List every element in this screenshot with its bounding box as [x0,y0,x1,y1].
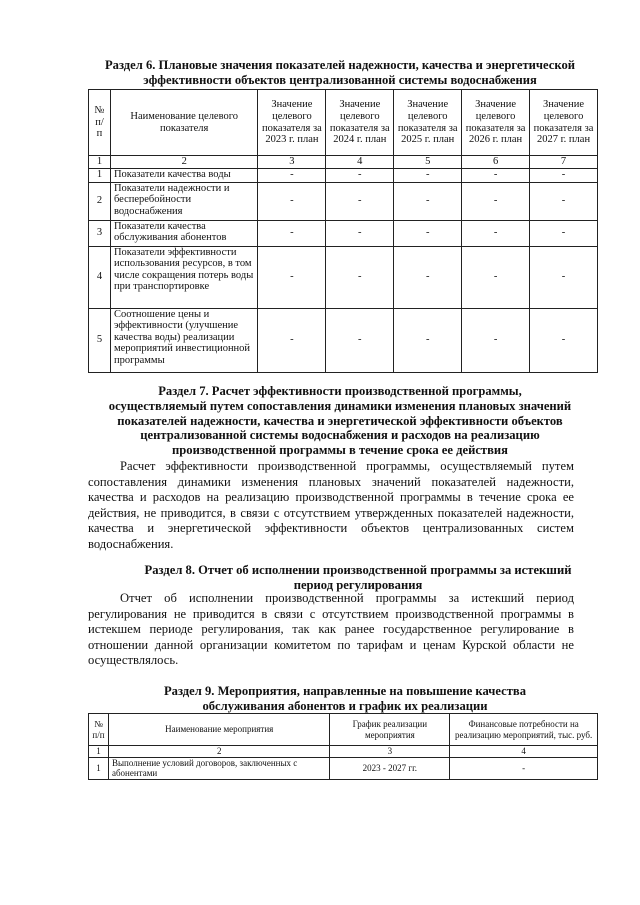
row-name: Показатели надежности и бесперебойности водоснабжения [110,182,258,220]
col-number: 4 [326,156,394,169]
table-row [89,246,598,308]
row-value: - [462,168,530,182]
row-value: - [326,308,394,372]
row-value: - [530,168,598,182]
section7-title-line3: показателей надежности, качества и энергетической эффективности объектов [117,413,563,428]
table-row [89,308,598,372]
table-row [89,220,598,246]
row-num: 1 [89,168,111,182]
section7-title-line4: централизованной системы водоснабжения и расходов на реализацию [140,428,540,443]
header-num: № п/п [89,714,109,746]
row-value: - [394,168,462,182]
header-2024: Значение целевого показателя за 2024 г. план [326,90,394,156]
row-value: - [530,308,598,372]
section7-title-line1: Раздел 7. Расчет эффективности производственной программы, [158,384,522,398]
row-value: - [462,220,530,246]
measures-table [88,713,598,780]
col-number: 1 [89,746,109,758]
section7-body: Расчет эффективности производственной программы, осуществляемый путем сопоставления динамики изменения плановых значений показателей надежности, качества и расходов на реализацию производственной программы в течение срока ее действия, не приводится, в связи с отсутствием утвержденных показателей надежности, качества и энергетической эффективности объектов централизованных систем водоснабжения. [88,459,574,551]
table-header-row [89,714,598,746]
section8-body: Отчет об исполнении производственной программы за истекший период регулирования не приводится в связи с отсутствием производственной программы в истекшем периоде регулирования, так как ранее государственное регулирование в отношении данной организации комитетом по тарифам и ценам Курской области не осуществлялось. [88,591,574,668]
row-value: - [258,308,326,372]
column-number-row [89,746,598,758]
table-row [89,182,598,220]
row-value: - [394,246,462,308]
section7-title [60,384,620,458]
section9-title-line1: Раздел 9. Мероприятия, направленные на повышение качества [163,684,527,698]
section8-title-line2: период регулирования [293,577,423,592]
table-row [89,757,598,779]
section9-title-line2: обслуживания абонентов и график их реализации [202,698,488,713]
row-value: - [530,182,598,220]
row-value: - [326,246,394,308]
row-value: - [394,220,462,246]
section8-title [88,563,628,593]
table-row [89,168,598,182]
header-2023: Значение целевого показателя за 2023 г. план [258,90,326,156]
row-value: - [462,308,530,372]
row-measure: Выполнение условий договоров, заключенных с абонентами [108,757,329,779]
header-num: № п/ п [89,90,111,156]
section7-title-line5: производственной программы в течение срока ее действия [172,443,508,458]
row-value: - [530,246,598,308]
section6-title-line2: эффективности объектов централизованной системы водоснабжения [143,72,537,87]
row-value: - [326,220,394,246]
row-name: Соотношение цены и эффективности (улучшение качества воды) реализации мероприятий инвестиционной программы [110,308,258,372]
row-name: Показатели качества обслуживания абонентов [110,220,258,246]
header-2025: Значение целевого показателя за 2025 г. план [394,90,462,156]
row-num: 3 [89,220,111,246]
row-name: Показатели качества воды [110,168,258,182]
col-number: 1 [89,156,111,169]
row-name: Показатели эффективности использования ресурсов, в том числе сокращения потерь воды при транспортировке [110,246,258,308]
row-value: - [530,220,598,246]
row-value: - [326,168,394,182]
header-schedule: График реализации мероприятия [330,714,450,746]
row-finance: - [450,757,598,779]
row-value: - [462,246,530,308]
col-number: 2 [108,746,329,758]
table-header-row [89,90,598,156]
header-finance: Финансовые потребности на реализацию мероприятий, тыс. руб. [450,714,598,746]
col-number: 3 [258,156,326,169]
column-number-row [89,156,598,169]
col-number: 4 [450,746,598,758]
col-number: 6 [462,156,530,169]
row-value: - [258,246,326,308]
row-num: 1 [89,757,109,779]
section9-title [90,684,600,714]
section6-title-line1: Раздел 6. Плановые значения показателей надежности, качества и энергетической [104,58,576,72]
row-num: 4 [89,246,111,308]
row-num: 2 [89,182,111,220]
row-value: - [394,308,462,372]
row-num: 5 [89,308,111,372]
indicators-table [88,89,598,373]
header-measure: Наименование мероприятия [108,714,329,746]
col-number: 3 [330,746,450,758]
col-number: 5 [394,156,462,169]
row-value: - [462,182,530,220]
header-name: Наименование целевого показателя [110,90,258,156]
section7-title-line2: осуществляемый путем сопоставления динамики изменения плановых значений [108,398,572,413]
header-2026: Значение целевого показателя за 2026 г. план [462,90,530,156]
row-value: - [258,168,326,182]
header-2027: Значение целевого показателя за 2027 г. план [530,90,598,156]
row-value: - [394,182,462,220]
col-number: 2 [110,156,258,169]
section6-title [60,58,620,88]
row-value: - [258,182,326,220]
section8-title-line1: Раздел 8. Отчет об исполнении производственной программы за истекший [144,563,572,577]
col-number: 7 [530,156,598,169]
row-schedule: 2023 - 2027 гг. [330,757,450,779]
row-value: - [326,182,394,220]
row-value: - [258,220,326,246]
